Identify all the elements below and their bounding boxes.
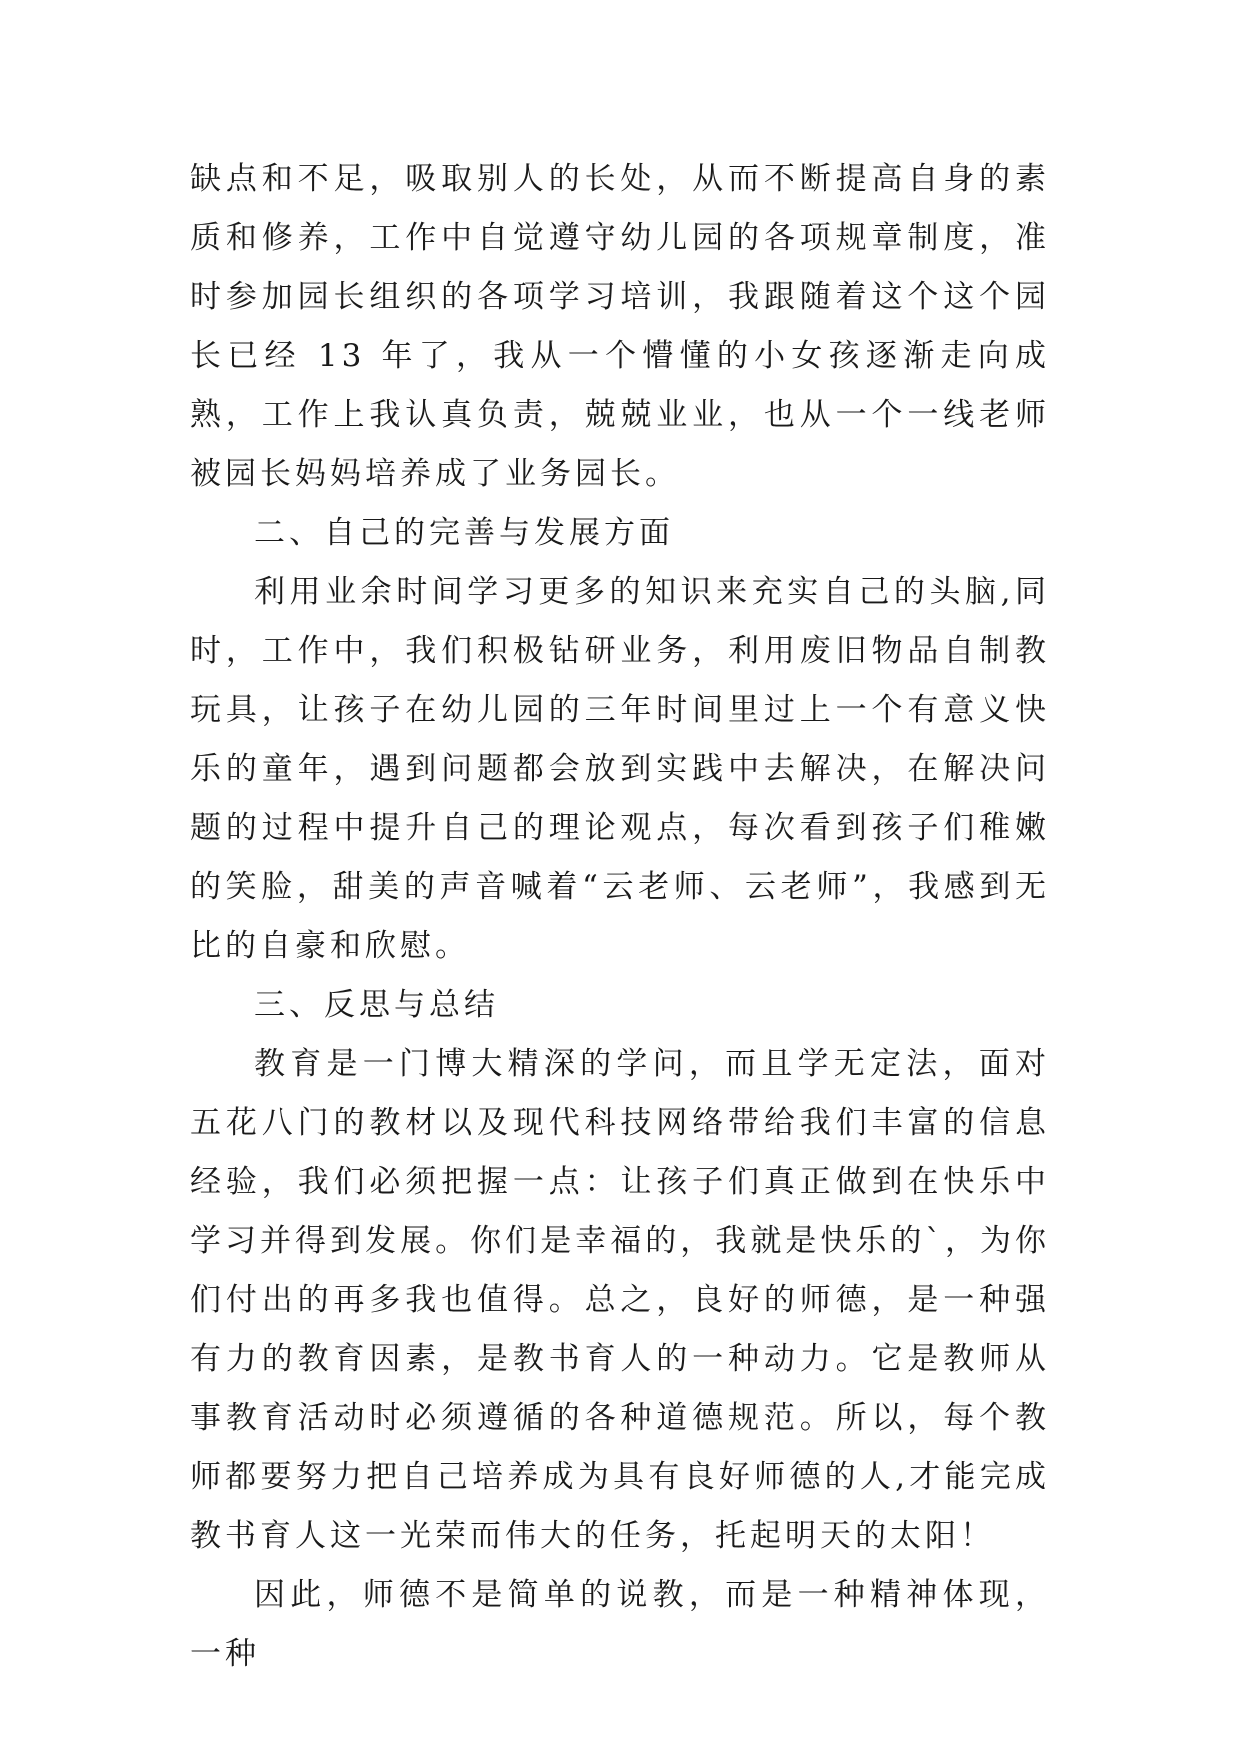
paragraph-conclusion: 因此，师德不是简单的说教，而是一种精神体现，一种: [190, 1577, 1050, 1672]
paragraph-reflection: 教育是一门博大精深的学问，而且学无定法，面对五花八门的教材以及现代科技网络带给我们丰富的信息经验，我们必须把握一点：让孩子们真正做到在快乐中学习并得到发展。你们是幸福的，我就是快乐的`，为你们付出的再多我也值得。总之，良好的师德，是一种强有力的教育因素，是教书育人的一种动力。它是教师从事教育活动时必须遵循的各种道德规范。所以，每个教师都要努力把自己培养成为具有良好师德的人,才能完成教书育人这一光荣而伟大的任务，托起明天的太阳！: [190, 1046, 1050, 1554]
paragraph-continuation: 缺点和不足，吸取别人的长处，从而不断提高自身的素质和修养，工作中自觉遵守幼儿园的各项规章制度，准时参加园长组织的各项学习培训，我跟随着这个这个园长已经 13 年了，我从一个懵懂的小女孩逐渐走向成熟，工作上我认真负责，兢兢业业，也从一个一线老师被园长妈妈培养成了业务园长。: [190, 161, 1050, 492]
paragraph-self-improvement: 利用业余时间学习更多的知识来充实自己的头脑,同时，工作中，我们积极钻研业务，利用废旧物品自制教玩具，让孩子在幼儿园的三年时间里过上一个有意义快乐的童年，遇到问题都会放到实践中去解决，在解决问题的过程中提升自己的理论观点，每次看到孩子们稚嫩的笑脸，甜美的声音喊着“云老师、云老师”，我感到无比的自豪和欣慰。: [190, 574, 1050, 964]
section-heading-3: 三、反思与总结: [254, 987, 499, 1023]
section-heading-2: 二、自己的完善与发展方面: [254, 515, 674, 551]
document-body: [190, 150, 1050, 1684]
